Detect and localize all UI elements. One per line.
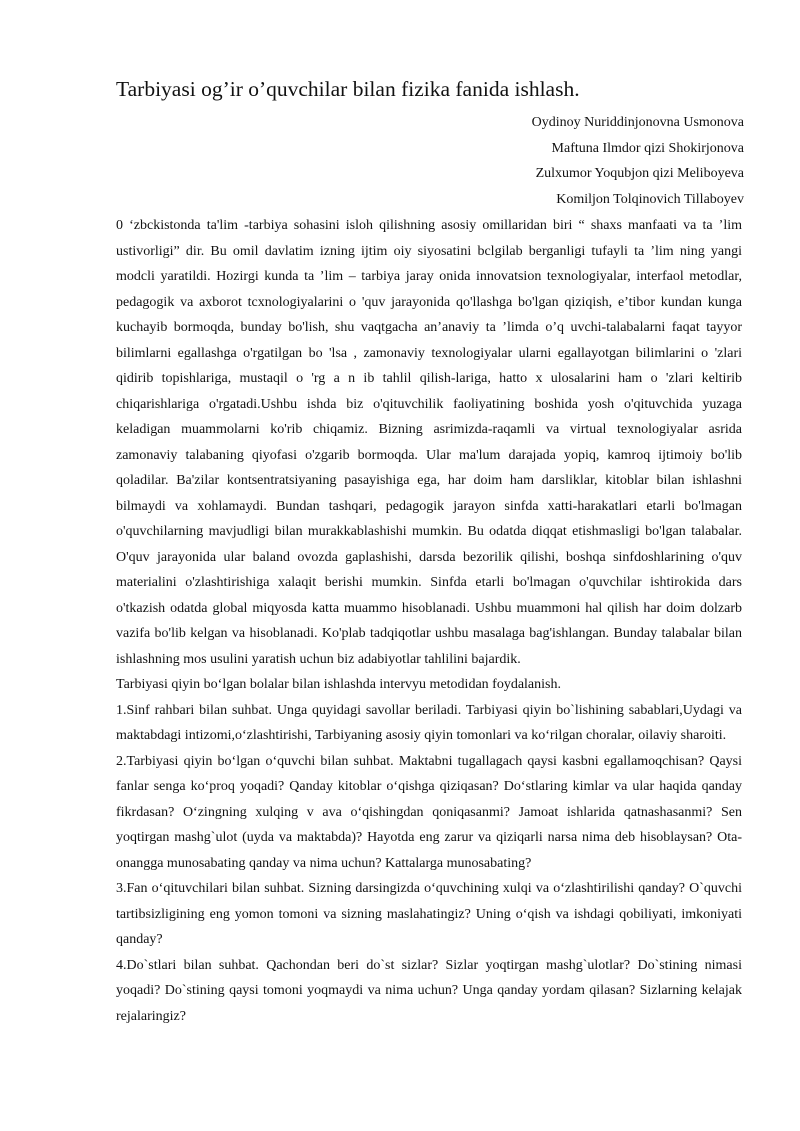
intro-paragraph: 0 ‘zbckistonda ta'lim -tarbiya sohasini isloh qilishning asosiy omillaridan biri “ shaxs manfaati va ta ’lim ustivorligi” dir. Bu omil davlatim izning ijtim oiy siyosatini bclgilab berganligi tufayli ta ’lim ning yangi modcli yaratildi. Hozirgi kunda ta ’lim – tarbiya jaray onida innovatsion texnologiyalar, interfaol metodlar, pedagogik va axborot tcxnologiyalarini o 'quv jarayonida qo'llashga bo'lgan qiziqish, e’tibor kundan kunga kuchayib bormoqda, bunday bo'lish, shu vaqtgacha an’anaviy ta ’limda o’q uvchi-talabalarni faqat tayyor bilimlarni egallashga o'rgatilgan bo 'lsa , zamonaviy texnologiyalar ularni egallayotgan bilimlarini o 'zlari qidirib topishlariga, mustaqil o 'rg a n ib tahlil qilish-lariga, hatto x ulosalarini ham o 'zlari keltirib chiqarishlariga o'rgatadi.Ushbu ishda biz o'qituvchilik faoliyatining boshida yosh o'qituvchida yuzaga keladigan muammolarni ko'rib chiqamiz. Bizning asrimizda-raqamli va virtual texnologiyalar asrida zamonaviy talabaning qiyofasi o'zgarib bormoqda. Ular ma'lum darajada yopiq, kamroq ijtimoiy bo'lib qoladilar. Ba'zilar kontsentratsiyaning pasayishiga ega, har doim ham darsliklar, kitoblar bilan ishlashni bilmaydi va xohlamaydi. Bundan tashqari, pedagogik jarayon sinfda xatti-harakatlari etarli bo'lmagan o'quvchilarning mavjudligi bilan murakkablashishi mumkin. Bu odatda diqqat etishmasligi bo'lgan talabalar. O'quv jarayonida ular baland ovozda gaplashishi, darsda bezorilik qilishi, boshqa sinfdoshlarining o'quv materialini o'zlashtirishiga xalaqit berishi mumkin. Sinfda etarli bo'lmagan o'quvchilar ishtirokida dars o'tkazish odatda global miqyosda katta muammo hisoblanadi. Ushbu muammoni hal qilish har doim dolzarb vazifa bo'lib kelgan va hisoblanadi. Ko'plab tadqiqotlar ushbu masalaga bag'ishlangan. Bunday talabalar bilan ishlashning mos usulini yaratish uchun biz adabiyotlar tahlilini bajardik.: [116, 218, 742, 667]
author-name: Oydinoy Nuriddinjonovna Usmonova: [531, 115, 744, 130]
interview-item-3: 3.Fan o‘qituvchilari bilan suhbat. Sizning darsingizda o‘quvchining xulqi va o‘zlashtirilishi qanday? O`quvchi tartibsizligining eng yomon tomoni va sizning maslahatingiz? Uning o‘qish va ishdagi qobiliyati, imkoniyati qanday?: [116, 881, 742, 947]
author-name: Komiljon Tolqinovich Tillaboyev: [556, 191, 744, 207]
paper-title: Tarbiyasi og’ir o’quvchilar bilan fizika fanida ishlash.: [116, 77, 580, 101]
paper-body: [116, 213, 742, 1029]
method-heading-paragraph: Tarbiyasi qiyin bo‘lgan bolalar bilan ishlashda intervyu metodidan foydalanish.: [116, 677, 561, 692]
interview-item-1: 1.Sinf rahbari bilan suhbat. Unga quyidagi savollar beriladi. Tarbiyasi qiyin bo`lishining sabablari,Uydagi va maktabdagi intizomi,o‘zlashtirishi, Tarbiyaning asosiy qiyin tomonlari va ko‘rilgan choralar, oilaviy sharoiti.: [116, 702, 742, 743]
interview-item-2: 2.Tarbiyasi qiyin bo‘lgan o‘quvchi bilan suhbat. Maktabni tugallagach qaysi kasbni egallamoqchisan? Qaysi fanlar senga ko‘proq yoqadi? Qanday kitoblar o‘qishga qiziqasan? Do‘stlaring kimlar va ular haqida qanday fikrdasan? O‘zingning xulqing v ava o‘qishingdan qoniqasanmi? Jamoat ishlarida qatnashasanmi? Sen yoqtirgan mashg`ulot (uyda va maktabda)? Hayotda eng zarur va qiziqarli narsa nima deb hisoblaysan? Ota- onangga munosabating qanday va nima uchun? Kattalarga munosabating?: [116, 753, 742, 871]
author-name: Maftuna Ilmdor qizi Shokirjonova: [551, 140, 744, 156]
author-name: Zulxumor Yoqubjon qizi Meliboyeva: [535, 166, 744, 181]
author-list: [532, 110, 744, 212]
interview-item-4: 4.Do`stlari bilan suhbat. Qachondan beri do`st sizlar? Sizlar yoqtirgan mashg`ulotlar? Do`stining nimasi yoqadi? Do`stining qaysi tomoni yoqmaydi va nima uchun? Unga qanday yordam qilasan? Sizlarning kelajak rejalaringiz?: [116, 957, 742, 1024]
